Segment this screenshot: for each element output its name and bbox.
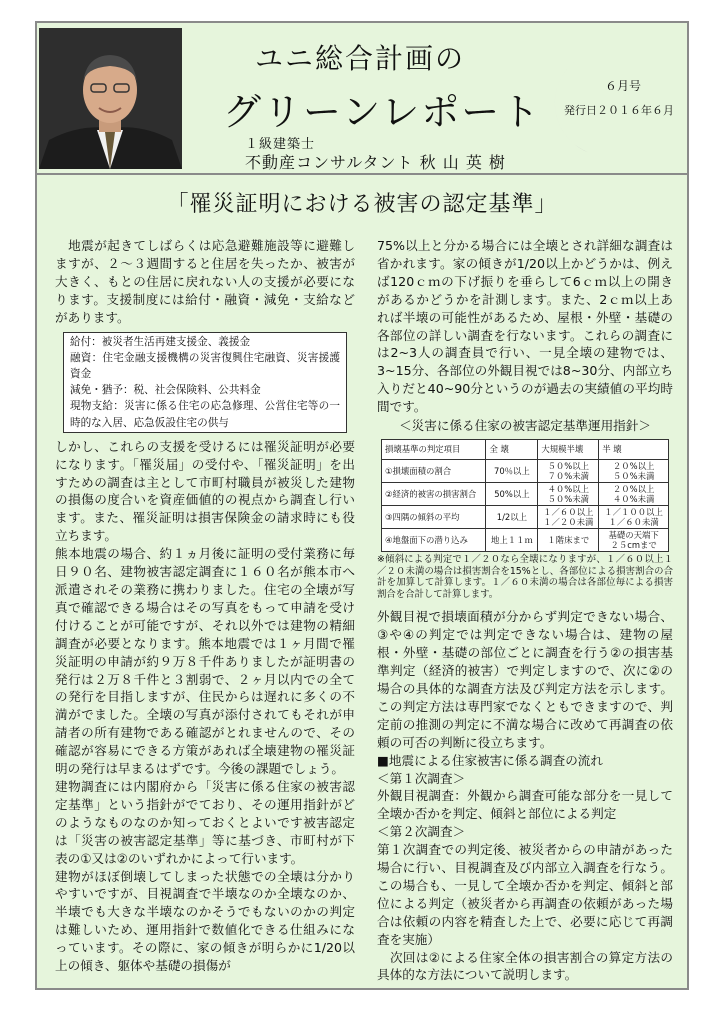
table-row — [382, 505, 669, 528]
table-cell: 1/2以上 — [486, 505, 538, 528]
support-item: 減免・猶予：税、社会保険料、公共料金 — [70, 384, 261, 397]
issue-month: ６月号 — [605, 79, 642, 93]
table-header-cell: 半 壊 — [599, 439, 669, 459]
left-paragraph-3: 熊本地震の場合、約１ヵ月後に証明の受付業務に毎日９０名、建物被害認定調査に１６０名が熊本市へ派遣されその業務に携わりました。住宅の全壊が写真で確認できる場合はその写真をもって申請を受け付けることが可能ですが、それ以外では建物の精細調査が必要となります。熊本地震では１ヶ月間で罹災証明の申請が約９万８千件ありましたが証明書の発行は２万８千件と３割弱で、２ヶ月以内での全ての発行を目指しますが、住民からは遅れに多くの不満がでました。全壊の写真が添付されてもそれが申請者の所有建物である確認がとれませんので、その確認が容易にできる方策があれば全壊建物の罹災証明の発行は早まるはずです。今後の課題でしょう。 — [55, 546, 355, 777]
author-name: 不動産コンサルタント 秋 山 英 樹 — [245, 153, 506, 172]
author-photo — [39, 28, 182, 169]
portrait-image — [39, 28, 182, 169]
table-cell: 50%以上 — [486, 482, 538, 505]
table-cell: ５０%以上 ７０%未満 — [538, 459, 599, 482]
table-caption: ＜災害に係る住家の被害認定基準運用指針＞ — [399, 418, 651, 434]
table-cell: １／６０以上 １／２０未満 — [538, 505, 599, 528]
author-role: １級建築士 — [245, 137, 316, 152]
table-cell: １階床まで — [538, 528, 599, 551]
page-frame — [35, 21, 689, 990]
damage-criteria-table — [381, 439, 669, 552]
table-row — [382, 482, 669, 505]
table-cell: ２０%以上 ４０%未満 — [599, 482, 669, 505]
left-column — [55, 237, 355, 975]
table-cell: ２０%以上 ５０%未満 — [599, 459, 669, 482]
table-header-cell: 全 壊 — [486, 439, 538, 459]
article-headline: 「罹災証明における被害の認定基準」 — [166, 192, 558, 217]
table-cell: ①損壊面積の割合 — [382, 459, 486, 482]
step1-heading: ＜第１次調査＞ — [377, 770, 466, 786]
report-header — [37, 23, 687, 175]
right-paragraph-2: 外観目視で損壊面積が分からず判定できない場合、③や④の判定では判定できない場合は、建物の屋根・外壁・基礎の部位ごとに調査を行う②の損害基準判定（経済的被害）で判定しますので、次に②の場合の具体的な調査方法及び判定方法を示します。この判定方法は専門家でなくともできますので、判定前の推測の判定に不満な場合に改めて再調査の依頼の可否の判断に役立ちます。 — [377, 609, 673, 750]
table-row — [382, 459, 669, 482]
step1-text: 外観目視調査：外観から調査可能な部分を一見して全壊か否かを判定、傾斜と部位による判定 — [377, 788, 673, 822]
issue-date: 発行日２０１６年６月 — [564, 104, 674, 117]
table-cell: ②経済的被害の損害割合 — [382, 482, 486, 505]
report-title-line1: ユニ総合計画の — [255, 42, 466, 75]
support-item: 融資：住宅金融支援機構の災害復興住宅融資、災害援護資金 — [70, 351, 340, 380]
table-note: ※傾斜による判定で１／２０なら全壊になりますが、１／６０以上１／２０未満の場合は損害割合を15%とし、各部位による損害割合の合計を加算して計算します。１／６０未満の場合は各部位毎による損害割合を合計して計算します。 — [377, 553, 673, 600]
table-cell: １／１００以上 １／６０未満 — [599, 505, 669, 528]
left-paragraph-4: 建物調査には内閣府から「災害に係る住家の被害認定基準」という指針がでており、その運用指針がどのようなものなのか知っておくとよいです被害認定は「災害の被害認定基準」等に基づき、市町村が下表の①又は②のいずれかによって行います。 — [55, 778, 355, 866]
support-item: 現物支給：災害に係る住宅の応急修理、公営住宅等の一時的な入居、応急仮設住宅の供与 — [70, 400, 340, 429]
flow-heading: ■地震による住家被害に係る調査の流れ — [377, 752, 603, 768]
step2-text: 第１次調査での判定後、被災者からの申請があった場合に行い、目視調査及び内部立入調査を行なう。この場合も、一見して全壊か否かを判定、傾斜と部位による判定（被災者から再調査の依頼があった場合は依頼の内容を精査した上で、必要に応じて再調査を実施） — [377, 842, 673, 947]
table-header-cell: 損壊基準の判定項目 — [382, 439, 486, 459]
table-cell: 地上１１ｍ — [486, 528, 538, 551]
left-paragraph-5: 建物がほぼ倒壊してしまった状態での全壊は分かりやすいですが、目視調査で半壊なのか全壊なのか、半壊でも大きな半壊なのかそうでもないのかの判定は難しいため、運用指針で数値化できる仕組みになっています。その際に、家の傾きが明らかに1/20以上の傾き、躯体や基礎の損傷が — [55, 868, 355, 974]
table-header-cell: 大規模半壊 — [538, 439, 599, 459]
table-cell: 70％以上 — [486, 459, 538, 482]
table-cell: ④地盤面下の潜り込み — [382, 528, 486, 551]
closing-paragraph: 次回は②による住家全体の損害割合の算定方法の具体的な方法について説明します。 — [377, 949, 673, 983]
support-item: 給付：被災者生活再建支援金、義援金 — [70, 335, 251, 348]
left-paragraph-1: 地震が起きてしばらくは応急避難施設等に避難しますが、２～３週間すると住居を失ったか、被害が大きく、もとの住居に戻れない人の支援が必要になります。支援制度には給付・融資・減免・支給などがあります。 — [55, 238, 355, 325]
table-cell: ③四隅の傾斜の平均 — [382, 505, 486, 528]
right-column — [377, 237, 673, 984]
left-paragraph-2: しかし、これらの支援を受けるには罹災証明が必要になります。「罹災届」の受付や、「罹災証明」を出すための調査は主として市町村職員が被災した建物の損傷の度合いを資産価値的の視点から調査し行います。また、罹災証明は損害保険金の請求時にも役立ちます。 — [55, 438, 355, 544]
table-header-row — [382, 439, 669, 459]
support-system-box — [63, 332, 347, 433]
report-title-line2: グリーンレポート — [223, 90, 542, 134]
table-cell: 基礎の天端下 ２５cmまで — [599, 528, 669, 551]
table-row — [382, 528, 669, 551]
step2-heading: ＜第２次調査＞ — [377, 824, 466, 840]
table-cell: ４０%以上 ５０%未満 — [538, 482, 599, 505]
right-paragraph-1: 75%以上と分かる場合には全壊とされ詳細な調査は省かれます。家の傾きが1/20以上かどうかは、例えば120ｃｍの下げ振りを垂らして6ｃｍ以上の開きがあるかどうかを計測します。また、2ｃｍ以上あれば半壊の可能性があるため、屋根・外壁・基礎の各部位の詳しい調査を行ないます。これらの調査には2~3人の調査員で行い、一見全壊の建物では、3~15分、各部位の外観目視では8~30分、内部立ち入りだと40~90分というのが過去の実績値の平均時間です。 — [377, 238, 673, 415]
